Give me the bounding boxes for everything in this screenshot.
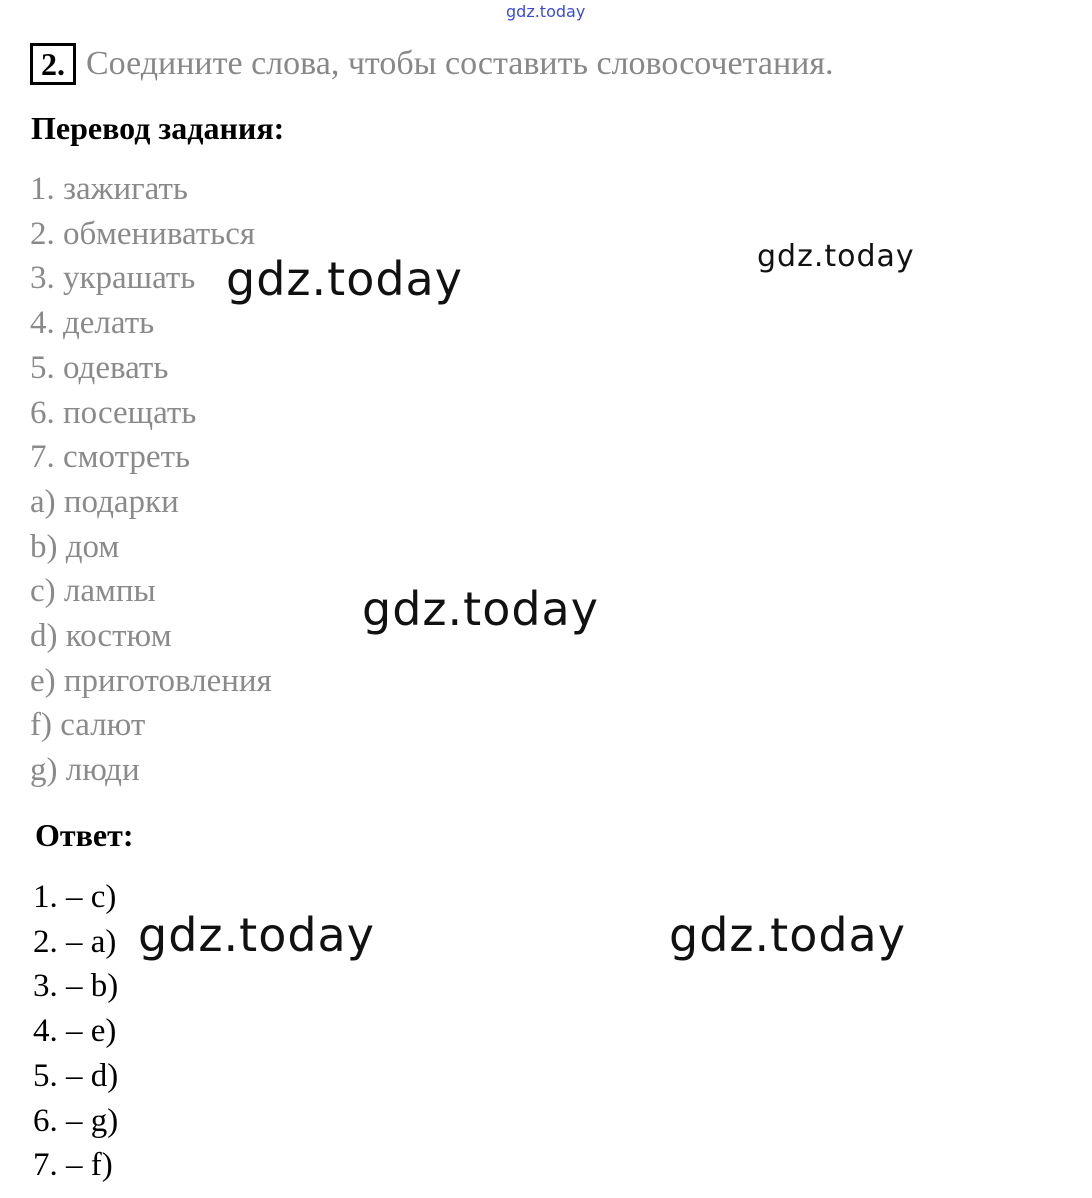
list-item: 1. зажигать [30,171,188,207]
list-item: c) лампы [30,573,156,610]
watermark: gdz.today [669,908,906,962]
list-item: 5. одевать [30,349,169,386]
list-item: a) подарки [30,483,179,520]
watermark-top: gdz.today [506,2,586,21]
list-item: 3. украшать [30,260,196,297]
task-instruction: Соедините слова, чтобы составить словосочетания. [86,45,834,82]
watermark: gdz.today [757,239,915,274]
list-item: 7. смотреть [30,439,191,476]
list-item: d) костюм [30,618,172,655]
answer-item: 1. – c) [33,879,117,915]
watermark: gdz.today [138,908,375,962]
list-item: 4. делать [30,305,155,342]
task-header [30,43,834,85]
answer-item: 6. – g) [33,1102,119,1139]
list-item: g) люди [30,752,140,789]
answer-item: 7. – f) [33,1147,113,1184]
task-number-box: 2. [30,43,76,85]
translation-title: Перевод задания: [31,110,285,146]
answer-item: 4. – e) [33,1013,117,1050]
answer-item: 2. – a) [33,923,117,960]
answer-list [33,875,118,1188]
list-item: 2. обмениваться [30,215,256,252]
list-item: f) салют [30,707,146,744]
answer-title: Ответ: [35,817,134,853]
list-item: e) приготовления [30,662,272,699]
answer-item: 5. – d) [33,1057,119,1094]
watermark: gdz.today [226,252,463,306]
list-item: b) дом [30,528,120,565]
watermark: gdz.today [362,582,599,636]
list-item: 6. посещать [30,394,197,431]
answer-item: 3. – b) [33,968,119,1005]
